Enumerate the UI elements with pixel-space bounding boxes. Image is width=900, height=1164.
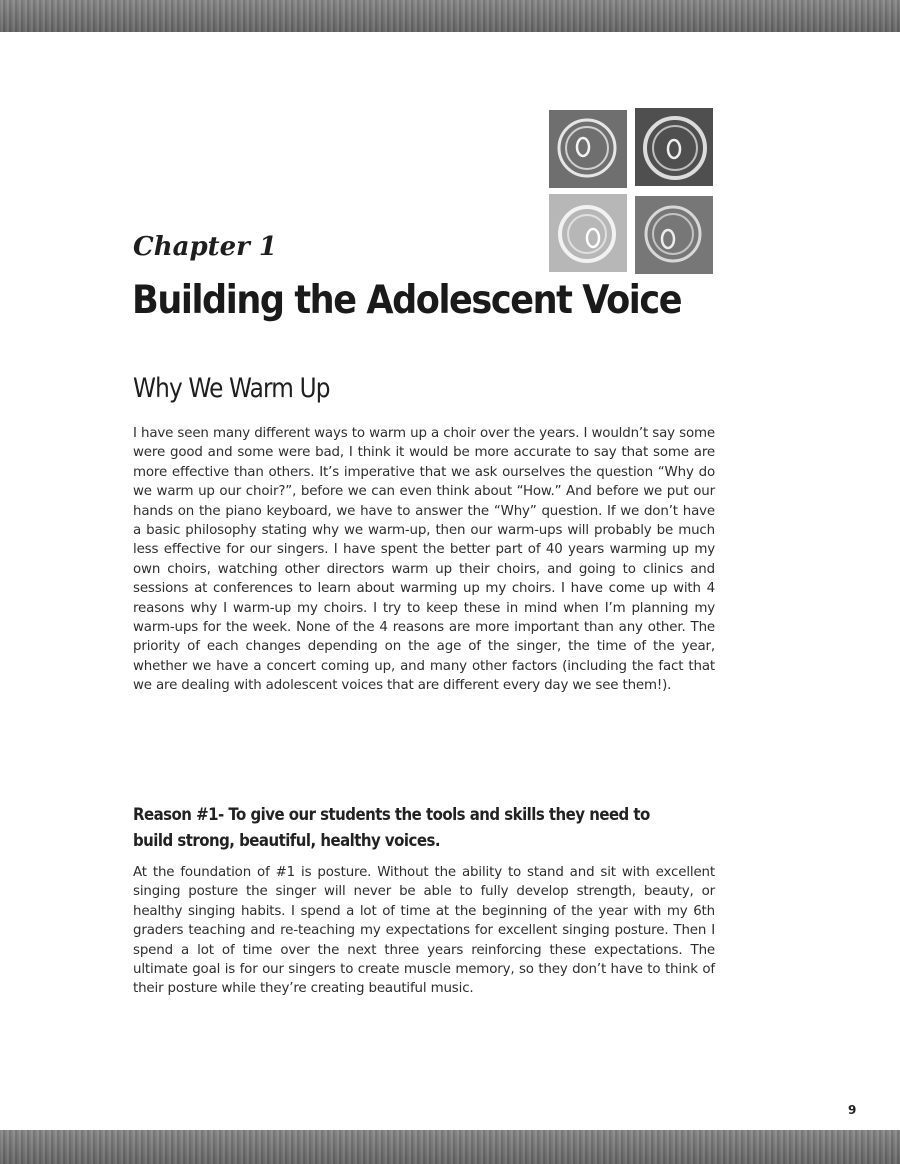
- art-tile-4: [635, 196, 713, 274]
- chapter-artwork: [549, 108, 713, 274]
- swirl-circle-icon: [549, 194, 627, 272]
- swirl-circle-icon: [549, 110, 627, 188]
- chapter-title: Building the Adolescent Voice: [132, 278, 682, 323]
- top-border-band: [0, 0, 900, 32]
- swirl-circle-icon: [635, 108, 713, 186]
- chapter-label: Chapter 1: [133, 232, 278, 262]
- section-title: Why We Warm Up: [133, 373, 330, 404]
- bottom-border-band: [0, 1130, 900, 1164]
- reason-1-heading: Reason #1- To give our students the tools and skills they need to build strong, beautiful, healthy voices.: [133, 805, 650, 851]
- page-number: 9: [848, 1103, 857, 1117]
- art-tile-3: [549, 194, 627, 272]
- reason-1-paragraph: At the foundation of #1 is posture. Without the ability to stand and sit with excellent singing posture the singer will never be able to fully develop strength, beauty, or healthy singing habits. I spend a lot of time at the beginning of the year with my 6th graders teaching and re-teaching my expectations for excellent singing posture. Then I spend a lot of time over the next three years reinforcing these expectations. The ultimate goal is for our singers to create muscle memory, so they don’t have to think of their posture while they’re creating beautiful music.: [133, 865, 715, 997]
- art-tile-2: [635, 108, 713, 186]
- art-tile-1: [549, 110, 627, 188]
- intro-paragraph: I have seen many different ways to warm up a choir over the years. I wouldn’t say some were good and some were bad, I think it would be more accurate to say that some are more effective than others. It’s imperative that we ask ourselves the question “Why do we warm up our choir?”, before we can even think about “How.” And before we put our hands on the piano keyboard, we have to answer the “Why” question. If we don’t have a basic philosophy stating why we warm-up, then our warm-ups will probably be much less effective for our singers. I have spent the better part of 40 years warming up my own choirs, watching other directors warm up their choirs, and going to clinics and sessions at conferences to learn about warming up my choirs. I have come up with 4 reasons why I warm-up my choirs. I try to keep these in mind when I’m planning my warm-ups for the week. None of the 4 reasons are more important than any other. The priority of each changes depending on the age of the singer, the time of the year, whether we have a concert coming up, and many other factors (including the fact that we are dealing with adolescent voices that are different every day we see them!).: [133, 426, 715, 694]
- swirl-circle-icon: [635, 196, 713, 274]
